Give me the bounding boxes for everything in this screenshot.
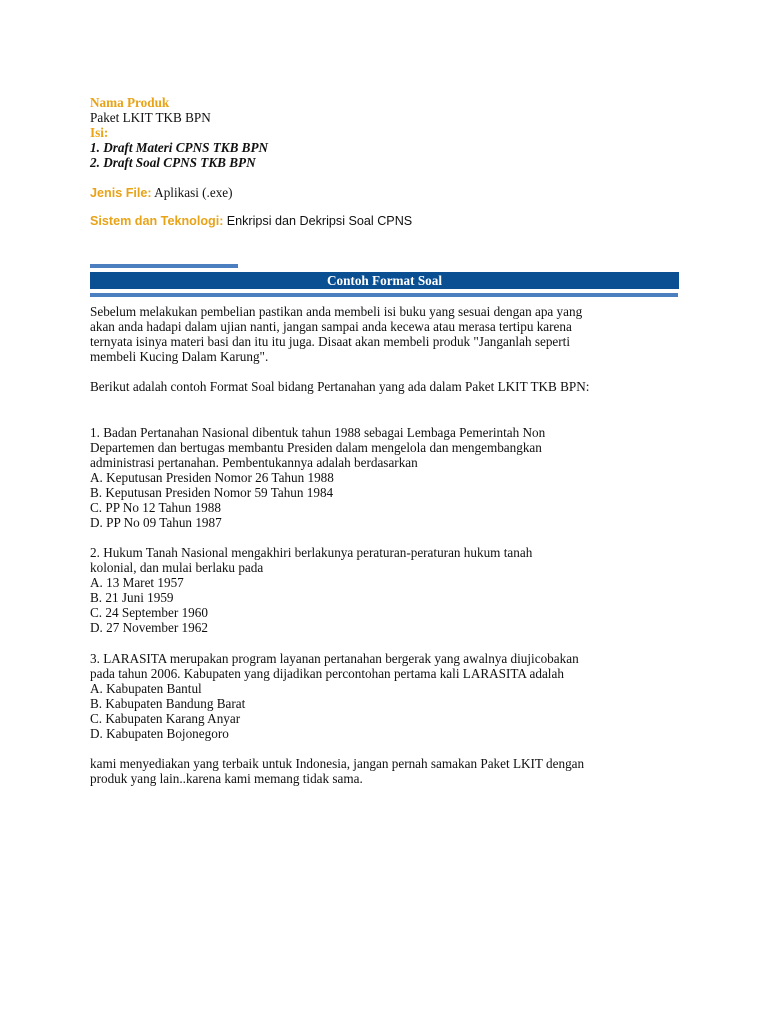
- question-3-option: B. Kabupaten Bandung Barat: [90, 696, 246, 711]
- question-2-option: A. 13 Maret 1957: [90, 575, 184, 590]
- file-type-row: [90, 185, 233, 201]
- intro-line: akan anda hadapi dalam ujian nanti, jangan sampai anda kecewa atau merasa tertipu karena: [90, 319, 572, 334]
- question-2-line: 2. Hukum Tanah Nasional mengakhiri berlakunya peraturan-peraturan hukum tanah: [90, 545, 533, 560]
- closing-line: produk yang lain..karena kami memang tidak sama.: [90, 771, 363, 786]
- contents-item: 1. Draft Materi CPNS TKB BPN: [90, 140, 269, 155]
- intro-line: membeli Kucing Dalam Karung".: [90, 349, 269, 364]
- file-type-value: Aplikasi (.exe): [154, 185, 233, 200]
- intro-lead: Berikut adalah contoh Format Soal bidang Pertanahan yang ada dalam Paket LKIT TKB BPN:: [90, 379, 590, 394]
- contents-item: 2. Draft Soal CPNS TKB BPN: [90, 155, 256, 170]
- product-name-label: Nama Produk: [90, 95, 170, 110]
- system-value: Enkripsi dan Dekripsi Soal CPNS: [226, 214, 413, 228]
- question-1-line: 1. Badan Pertanahan Nasional dibentuk tahun 1988 sebagai Lembaga Pemerintah Non: [90, 425, 546, 440]
- question-2-option: C. 24 September 1960: [90, 605, 208, 620]
- question-2-option: B. 21 Juni 1959: [90, 590, 174, 605]
- question-3-line: pada tahun 2006. Kabupaten yang dijadikan percontohan pertama kali LARASITA adalah: [90, 666, 564, 681]
- question-1-option: C. PP No 12 Tahun 1988: [90, 500, 221, 515]
- question-3-option: A. Kabupaten Bantul: [90, 681, 202, 696]
- divider-bar: [90, 293, 678, 297]
- question-3-line: 3. LARASITA merupakan program layanan pertanahan bergerak yang awalnya diujicobakan: [90, 651, 579, 666]
- section-header: Contoh Format Soal: [90, 272, 679, 289]
- question-2-option: D. 27 November 1962: [90, 620, 208, 635]
- question-3-option: C. Kabupaten Karang Anyar: [90, 711, 241, 726]
- closing-line: kami menyediakan yang terbaik untuk Indonesia, jangan pernah samakan Paket LKIT dengan: [90, 756, 585, 771]
- question-1-line: administrasi pertanahan. Pembentukannya adalah berdasarkan: [90, 455, 418, 470]
- intro-line: ternyata isinya materi basi dan itu itu juga. Disaat akan membeli produk "Janganlah seperti: [90, 334, 570, 349]
- question-1-option: A. Keputusan Presiden Nomor 26 Tahun 1988: [90, 470, 334, 485]
- system-row: [90, 213, 412, 229]
- intro-line: Sebelum melakukan pembelian pastikan anda membeli isi buku yang sesuai dengan apa yang: [90, 304, 583, 319]
- question-1-option: D. PP No 09 Tahun 1987: [90, 515, 222, 530]
- question-3-option: D. Kabupaten Bojonegoro: [90, 726, 229, 741]
- accent-bar: [90, 264, 238, 268]
- file-type-label: Jenis File:: [90, 186, 152, 200]
- product-name-value: Paket LKIT TKB BPN: [90, 110, 211, 125]
- question-1-option: B. Keputusan Presiden Nomor 59 Tahun 1984: [90, 485, 334, 500]
- question-1-line: Departemen dan bertugas membantu Presiden dalam mengelola dan mengembangkan: [90, 440, 542, 455]
- contents-label: Isi:: [90, 125, 109, 140]
- system-label: Sistem dan Teknologi:: [90, 214, 224, 228]
- question-2-line: kolonial, dan mulai berlaku pada: [90, 560, 264, 575]
